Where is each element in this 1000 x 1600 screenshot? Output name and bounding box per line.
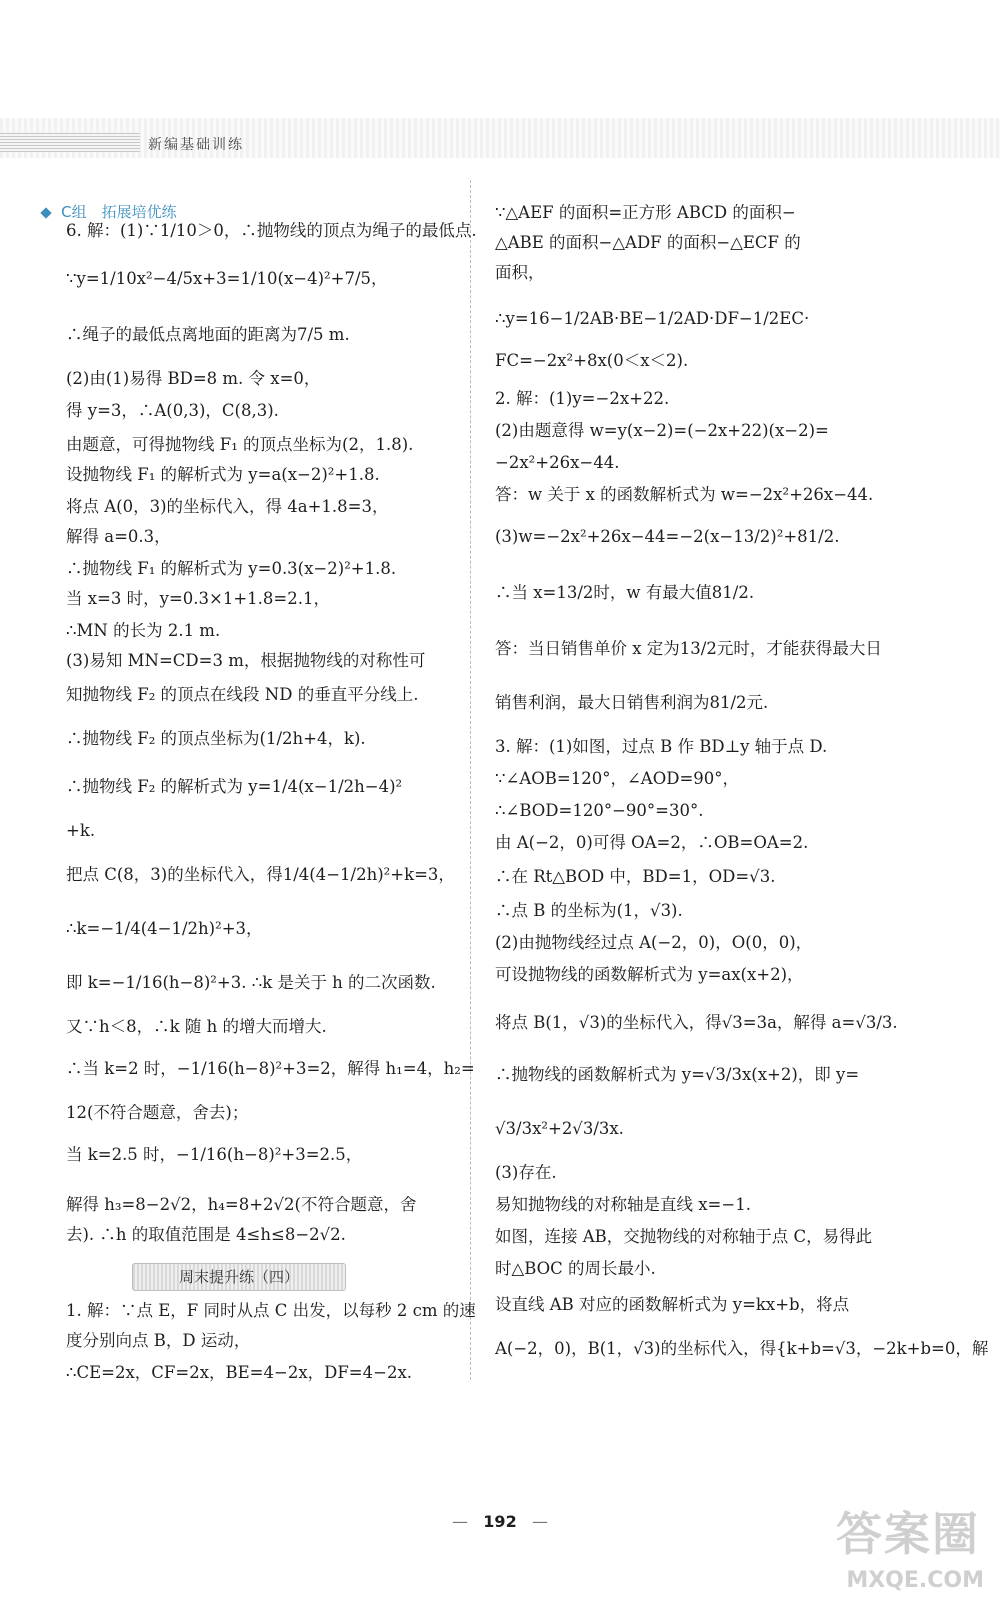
text-line: (3)易知 MN=CD=3 m，根据抛物线的对称性可 — [66, 651, 426, 670]
text-line: (3)w=−2x²+26x−44=−2(x−13/2)²+81/2. — [495, 527, 840, 546]
text-line: 即 k=−1/16(h−8)²+3. ∴k 是关于 h 的二次函数. — [66, 973, 436, 992]
text-line: ∴绳子的最低点离地面的距离为7/5 m. — [66, 325, 350, 344]
watermark-url: MXQE.COM — [846, 1568, 984, 1593]
text-line: 由题意，可得抛物线 F₁ 的顶点坐标为(2，1.8). — [66, 435, 414, 454]
text-line: 解得 h₃=8−2√2，h₄=8+2√2(不符合题意，舍 — [66, 1195, 417, 1214]
text-line: 知抛物线 F₂ 的顶点在线段 ND 的垂直平分线上. — [66, 685, 419, 704]
text-line: ∴点 B 的坐标为(1，√3). — [495, 901, 683, 920]
text-line: ∴当 k=2 时，−1/16(h−8)²+3=2，解得 h₁=4，h₂= — [66, 1059, 475, 1078]
text-line: ∵∠AOB=120°，∠AOD=90°， — [495, 769, 740, 788]
text-line: 度分别向点 B，D 运动， — [66, 1331, 251, 1350]
text-line: 2. 解：(1)y=−2x+22. — [495, 389, 670, 408]
text-line: (3)存在. — [495, 1163, 557, 1182]
text-line: ∴抛物线 F₁ 的解析式为 y=0.3(x−2)²+1.8. — [66, 559, 397, 578]
text-line: (2)由题意得 w=y(x−2)=(−2x+22)(x−2)= — [495, 421, 829, 440]
text-line: 把点 C(8，3)的坐标代入，得1/4(4−1/2h)²+k=3， — [66, 865, 455, 884]
text-line: 6. 解：(1)∵1/10＞0，∴抛物线的顶点为绳子的最低点. — [66, 221, 477, 240]
section-label: C组 拓展培优练 — [61, 203, 177, 221]
text-line: 面积， — [495, 263, 545, 282]
text-line: 销售利润，最大日销售利润为81/2元. — [495, 693, 769, 712]
text-line: ∴当 x=13/2时，w 有最大值81/2. — [495, 583, 755, 602]
text-line: △ABE 的面积−△ADF 的面积−△ECF 的 — [495, 233, 801, 252]
text-line: 时△BOC 的周长最小. — [495, 1259, 656, 1278]
text-line: ∴k=−1/4(4−1/2h)²+3， — [66, 919, 263, 938]
text-line: ∴MN 的长为 2.1 m. — [66, 621, 221, 640]
header-stripe — [0, 132, 140, 152]
text-line: 当 x=3 时，y=0.3×1+1.8=2.1， — [66, 589, 330, 608]
text-line: 当 k=2.5 时，−1/16(h−8)²+3=2.5， — [66, 1145, 363, 1164]
watermark — [790, 1498, 990, 1593]
column-divider — [470, 180, 471, 1380]
text-line: 得 y=3，∴A(0,3)，C(8,3). — [66, 401, 279, 420]
text-line: 易知抛物线的对称轴是直线 x=−1. — [495, 1195, 751, 1214]
text-line: 设抛物线 F₁ 的解析式为 y=a(x−2)²+1.8. — [66, 465, 380, 484]
text-line: ∴抛物线 F₂ 的解析式为 y=1/4(x−1/2h−4)² — [66, 777, 403, 796]
text-line: 设直线 AB 对应的函数解析式为 y=kx+b，将点 — [495, 1295, 850, 1314]
text-line: ∵y=1/10x²−4/5x+3=1/10(x−4)²+7/5， — [66, 269, 388, 288]
text-line: 12(不符合题意，舍去)； — [66, 1103, 249, 1122]
watermark-logo-text: 答案圈 — [836, 1507, 980, 1561]
text-line: ∴在 Rt△BOD 中，BD=1，OD=√3. — [495, 867, 776, 886]
text-line: ∴CE=2x，CF=2x，BE=4−2x，DF=4−2x. — [66, 1363, 412, 1382]
text-line: 由 A(−2，0)可得 OA=2，∴OB=OA=2. — [495, 833, 809, 852]
text-line: A(−2，0)，B(1，√3)的坐标代入，得{k+b=√3，−2k+b=0，解 — [495, 1339, 989, 1358]
text-line: √3/3x²+2√3/3x. — [495, 1119, 624, 1138]
section-title — [42, 201, 177, 222]
text-line: ∴抛物线的函数解析式为 y=√3/3x(x+2)，即 y= — [495, 1065, 860, 1084]
text-line: (2)由抛物线经过点 A(−2，0)，O(0，0)， — [495, 933, 813, 952]
text-line: 又∵h＜8，∴k 随 h 的增大而增大. — [66, 1017, 327, 1036]
diamond-icon — [40, 207, 51, 218]
text-line: 1. 解：∵点 E，F 同时从点 C 出发，以每秒 2 cm 的速 — [66, 1301, 476, 1320]
text-line: ∵△AEF 的面积=正方形 ABCD 的面积− — [495, 203, 796, 222]
text-line: 去). ∴h 的取值范围是 4≤h≤8−2√2. — [66, 1225, 346, 1244]
text-line: ∴抛物线 F₂ 的顶点坐标为(1/2h+4，k). — [66, 729, 366, 748]
text-line: FC=−2x²+8x(0＜x＜2). — [495, 351, 689, 370]
header-title: 新编基础训练 — [148, 137, 244, 153]
text-line: (2)由(1)易得 BD=8 m. 令 x=0， — [66, 369, 321, 388]
text-line: 答：w 关于 x 的函数解析式为 w=−2x²+26x−44. — [495, 485, 874, 504]
text-line: −2x²+26x−44. — [495, 453, 620, 472]
text-line: ∴∠BOD=120°−90°=30°. — [495, 801, 704, 820]
text-line: 将点 B(1，√3)的坐标代入，得√3=3a，解得 a=√3/3. — [495, 1013, 898, 1032]
text-line: +k. — [66, 821, 96, 840]
page-dash-left: — — [452, 1512, 469, 1531]
text-line: 解得 a=0.3， — [66, 527, 171, 546]
text-line: 将点 A(0，3)的坐标代入，得 4a+1.8=3， — [66, 497, 389, 516]
weekend-practice-banner: 周末提升练（四） — [132, 1263, 346, 1291]
text-line: 答：当日销售单价 x 定为13/2元时，才能获得最大日 — [495, 639, 882, 658]
text-line: 如图，连接 AB，交抛物线的对称轴于点 C，易得此 — [495, 1227, 873, 1246]
page-number: 192 — [483, 1512, 517, 1531]
text-line: 3. 解：(1)如图，过点 B 作 BD⊥y 轴于点 D. — [495, 737, 828, 756]
text-line: ∴y=16−1/2AB·BE−1/2AD·DF−1/2EC· — [495, 309, 810, 328]
text-line: 可设抛物线的函数解析式为 y=ax(x+2)， — [495, 965, 804, 984]
page-dash-right: — — [531, 1512, 548, 1531]
